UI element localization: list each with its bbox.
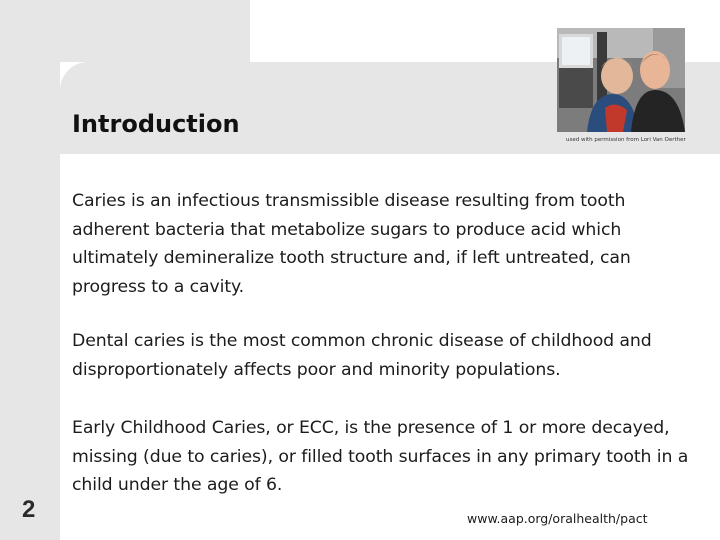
source-url: www.aap.org/oralhealth/pact <box>467 511 648 526</box>
photo-caption: used with permission from Lori Van Oerther <box>566 137 686 143</box>
paragraph-chronic-disease: Dental caries is the most common chronic disease of childhood and disproportionately affects poor and minority populations. <box>72 331 652 380</box>
family-photo-image <box>557 28 685 132</box>
left-gray-band <box>0 0 60 540</box>
slide-number: 2 <box>22 496 36 523</box>
paragraph-ecc-definition: Early Childhood Caries, or ECC, is the presence of 1 or more decayed, missing (due to caries), or filled tooth surfaces in any primary tooth in a child under the age of 6. <box>72 418 689 495</box>
paragraph-caries-definition: Caries is an infectious transmissible disease resulting from tooth adherent bacteria that metabolize sugars to produce acid which ultimately demineralize tooth structure and, if left untreated, can progress to a cavity. <box>72 191 631 297</box>
top-gray-band <box>0 0 250 62</box>
slide-title: Introduction <box>72 110 240 138</box>
family-photo <box>557 28 685 132</box>
